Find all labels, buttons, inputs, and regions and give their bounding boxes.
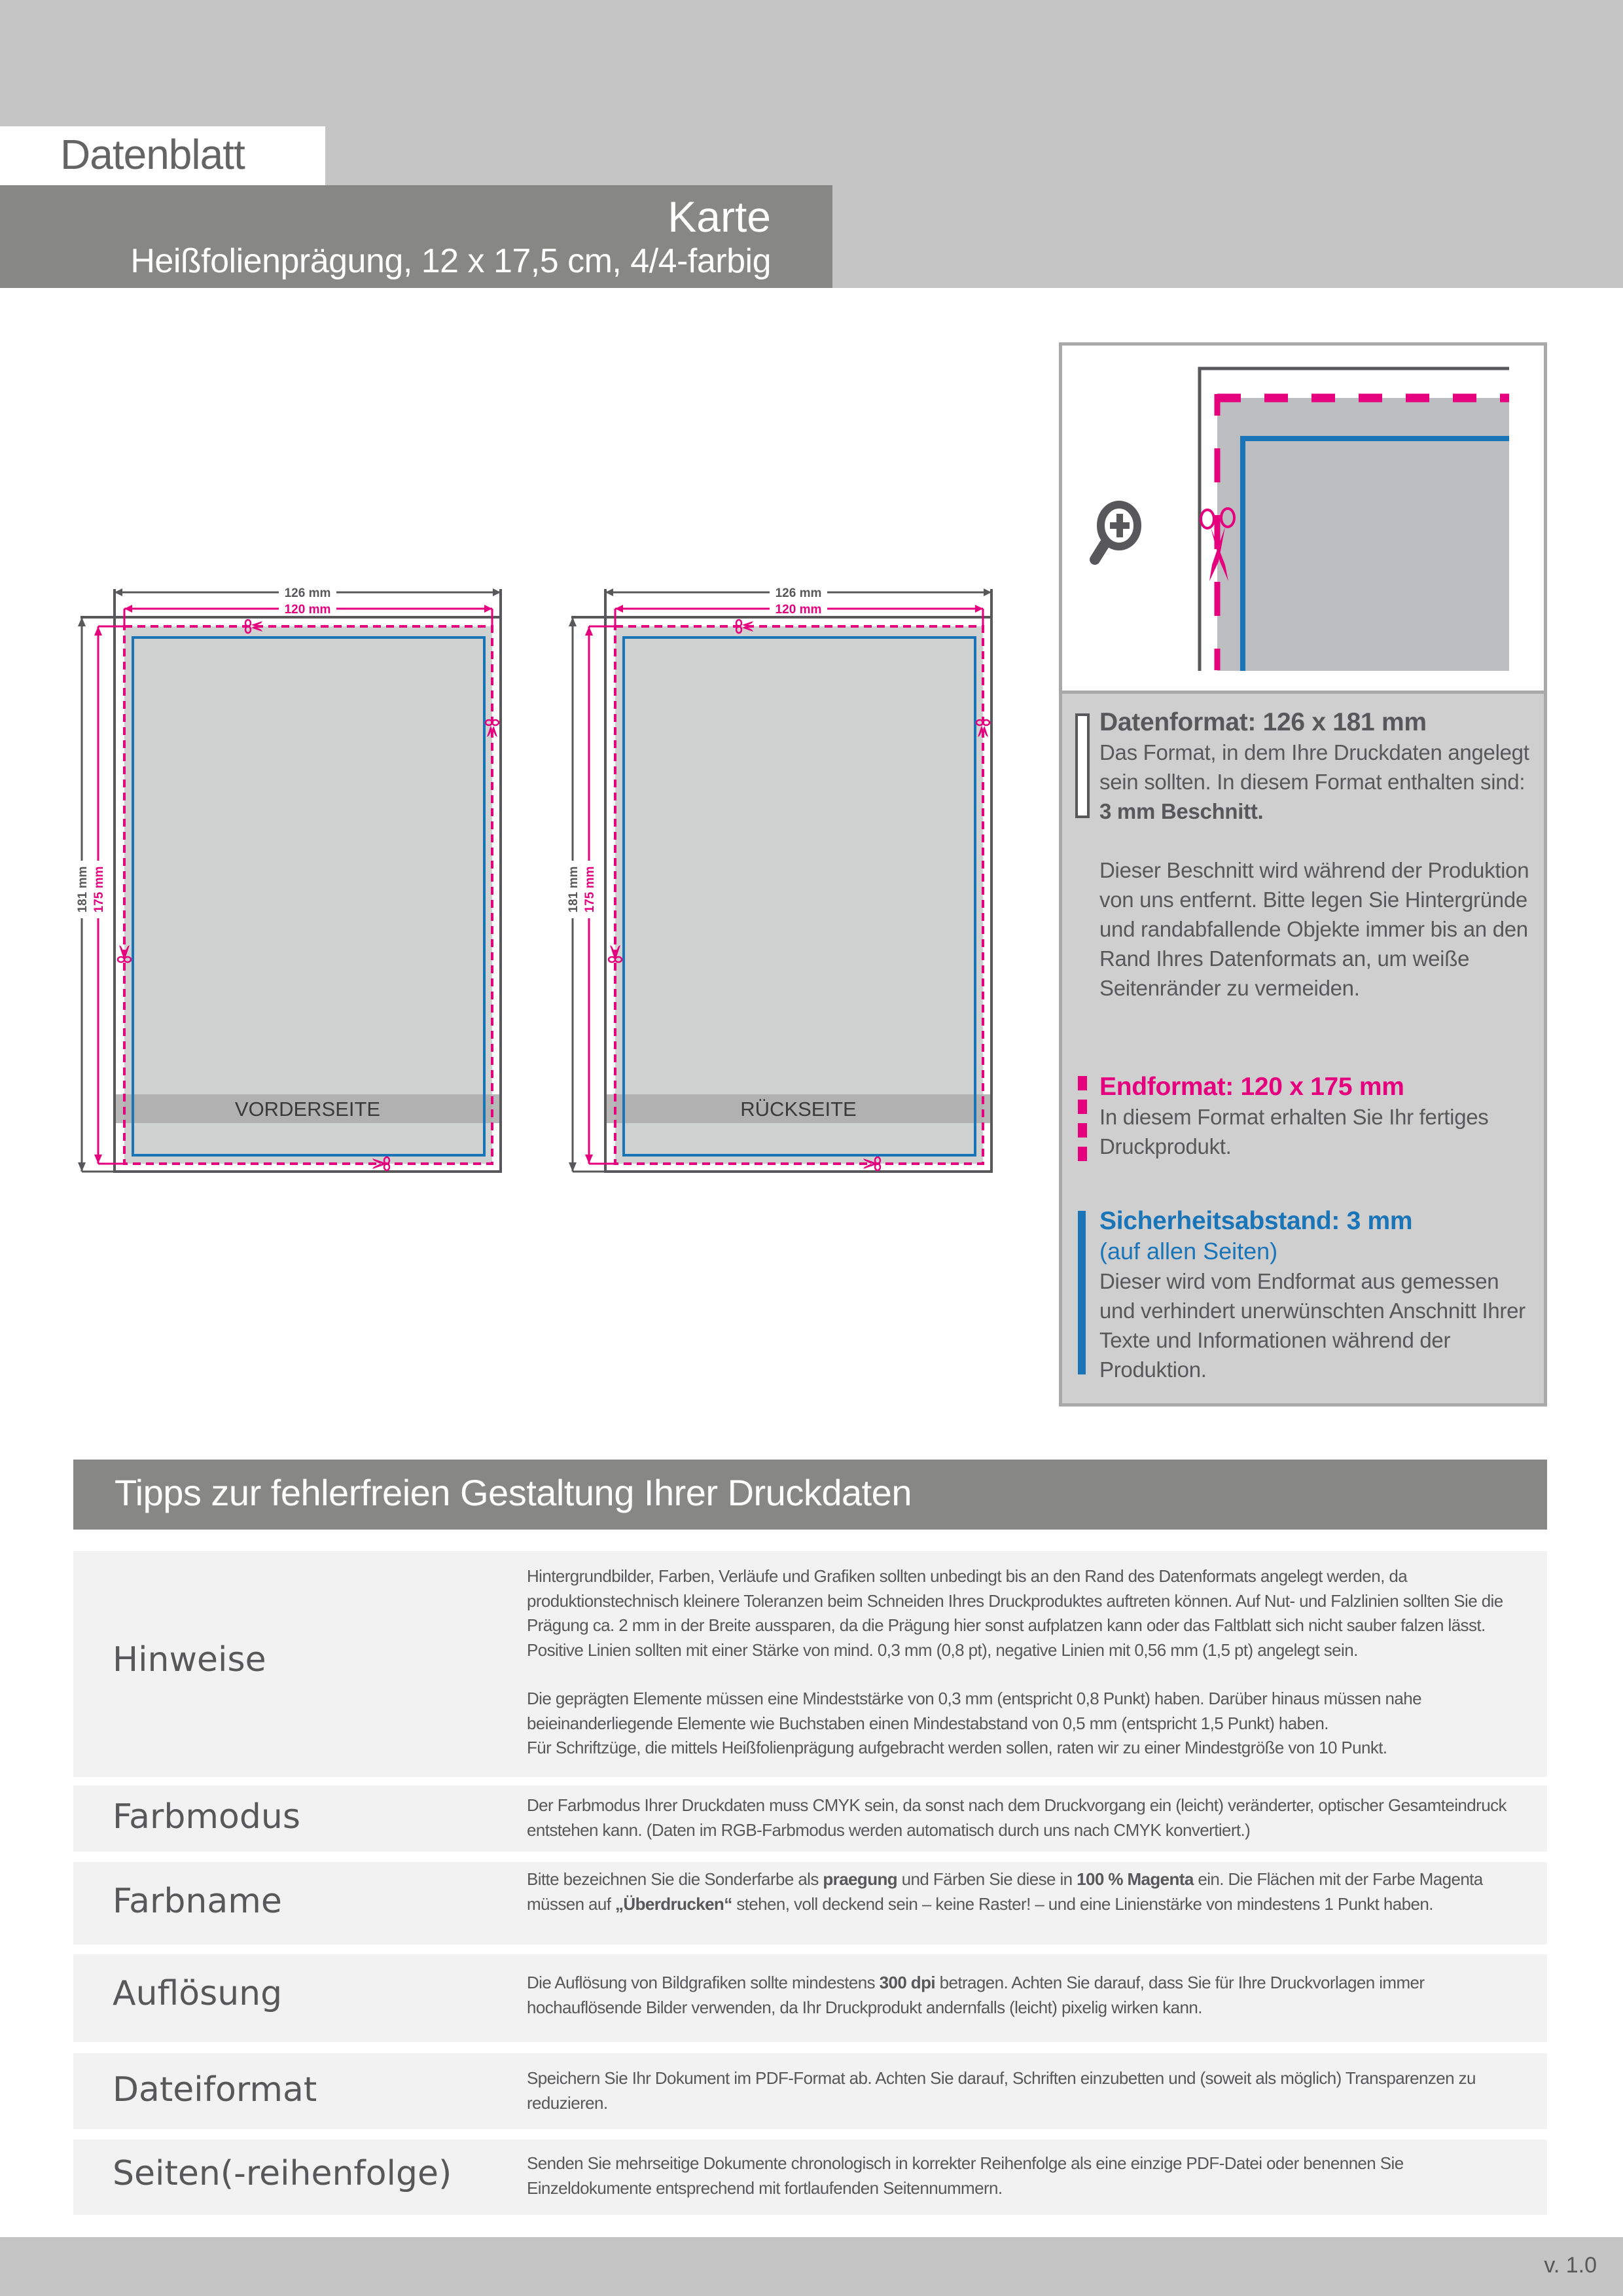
final-format-text: In diesem Format erhalten Sie Ihr fertiges Druckprodukt. <box>1099 1105 1489 1158</box>
version-label: v. 1.0 <box>1544 2253 1597 2278</box>
tip-row-farbmodus <box>73 1785 1547 1852</box>
footer-bar <box>0 2237 1623 2296</box>
tip-text: Die Auflösung von Bildgrafiken sollte mindestens 300 dpi betragen. Achten Sie darauf, dass Sie für Ihre Druckvorlagen immer hochauflösende Bilder verwenden, da Ihr Druckprodukt andernfalls (leicht) pixelig wirken kann. <box>527 1973 1425 2017</box>
tip-label: Farbmodus <box>113 1797 300 1837</box>
final-format-title: Endformat: 120 x 175 mm <box>1099 1073 1404 1101</box>
data-format-text: Das Format, in dem Ihre Druckdaten angelegt sein sollten. In diesem Format enthalten sind: 3 mm Beschnitt. <box>1099 740 1529 823</box>
zoom-in-icon <box>1095 505 1137 560</box>
data-format-section <box>1099 708 1531 1003</box>
height-final-label: 175 mm <box>583 866 597 913</box>
data-format-text-2: Dieser Beschnitt wird während der Produktion von uns entfernt. Bitte legen Sie Hintergründe und randabfallende Objekte immer bis an den Rand Ihres Datenformats an, um weiße Seitenränder zu vermeiden. <box>1099 858 1529 1000</box>
title-bar <box>0 185 832 288</box>
tips-heading: Tipps zur fehlerfreien Gestaltung Ihrer Druckdaten <box>115 1472 912 1513</box>
corner-detail-illustration <box>1062 346 1544 694</box>
width-data-label: 126 mm <box>284 586 331 600</box>
safety-margin-subtitle: (auf allen Seiten) <box>1099 1238 1278 1265</box>
card-fill <box>615 626 983 1164</box>
safety-margin-section <box>1099 1206 1531 1384</box>
tips-heading-bar <box>73 1460 1547 1530</box>
tip-label: Auflösung <box>113 1974 283 2013</box>
tip-text: Der Farbmodus Ihrer Druckdaten muss CMYK sein, da sonst nach dem Druckvorgang ein (leicht) veränderter, optischer Gesamteindruck entstehen kann. (Daten im RGB-Farbmodus werden automatisch durch uns nach CMYK konvertiert.) <box>527 1795 1507 1840</box>
tip-text: Bitte bezeichnen Sie die Sonderfarbe als praegung und Färben Sie diese in 100 % Magenta ein. Die Flächen mit der Farbe Magenta müssen auf „Überdrucken“ stehen, voll deckend sein – keine Raster! – und eine Linienstärke von mindestens 1 Punkt haben. <box>527 1869 1483 1914</box>
datasheet-label: Datenblatt <box>60 131 245 178</box>
safety-margin-text: Dieser wird vom Endformat aus gemessen und verhindert unerwünschten Anschnitt Ihrer Texte und Informationen während der Produktion. <box>1099 1269 1525 1382</box>
tip-label: Hinweise <box>113 1640 266 1679</box>
tip-text: Senden Sie mehrseitige Dokumente chronologisch in korrekter Reihenfolge als eine einzige PDF-Datei oder benennen Sie Einzeldokumente entsprechend mit fortlaufenden Seitennummern. <box>527 2153 1404 2198</box>
width-final-label: 120 mm <box>775 603 822 617</box>
tip-label: Seiten(-reihenfolge) <box>113 2154 452 2193</box>
final-format-section <box>1099 1072 1531 1161</box>
side-label: VORDERSEITE <box>234 1098 381 1121</box>
card-back-diagram <box>560 569 1011 1198</box>
height-data-label: 181 mm <box>76 866 90 913</box>
width-data-label: 126 mm <box>775 586 822 600</box>
card-front-diagram <box>69 569 520 1198</box>
product-subtitle: Heißfolienprägung, 12 x 17,5 cm, 4/4-farbig <box>130 242 771 280</box>
height-final-label: 175 mm <box>92 866 106 913</box>
info-panel <box>1059 342 1547 1407</box>
tip-label: Dateiformat <box>113 2070 317 2109</box>
final-format-marker <box>1078 1076 1087 1161</box>
safety-margin-title: Sicherheitsabstand: 3 mm <box>1099 1207 1413 1235</box>
tip-text: Speichern Sie Ihr Dokument im PDF-Format ab. Achten Sie darauf, Schriften einzubetten und (soweit als möglich) Transparenzen zu reduzieren. <box>527 2068 1476 2113</box>
tip-row-seiten <box>73 2140 1547 2215</box>
tip-text: Hintergrundbilder, Farben, Verläufe und Grafiken sollten unbedingt bis an den Rand des Datenformats angelegt werden, da produktionstechnisch kleinere Toleranzen beim Schneiden Ihres Druckproduktes auftreten können. Auf Nut- und Falzlinien sollten Sie die Prägung ca. 2 mm in der Breite aussparen, da die Prägung hier sonst aufplatzen kann oder das Faltblatt sich nicht sauber falzen lässt. Positive Linien sollten mit einer Stärke von mind. 0,3 mm (0,8 pt), negative Linien mit 0,56 mm (1,5 pt) angelegt sein. Die geprägten Elemente müssen eine Mindeststärke von 0,3 mm (entspricht 0,8 Punkt) haben. Darüber hinaus müssen nahe beieinanderliegende Elemente wie Buchstaben einen Mindestabstand von 0,5 mm (entspricht 1,5 Punkt) haben. Für Schriftzüge, die mittels Heißfolienprägung aufgebracht werden sollen, raten wir zu einer Mindestgröße von 10 Punkt. <box>527 1566 1503 1757</box>
safety-margin-marker <box>1078 1211 1086 1374</box>
data-format-title: Datenformat: 126 x 181 mm <box>1099 708 1427 736</box>
height-data-label: 181 mm <box>567 866 580 913</box>
tip-row-dateiformat <box>73 2053 1547 2129</box>
datasheet-tab <box>0 126 325 185</box>
width-final-label: 120 mm <box>284 603 331 617</box>
data-format-marker <box>1075 713 1090 818</box>
side-label: RÜCKSEITE <box>740 1098 857 1121</box>
tip-row-aufloesung <box>73 1954 1547 2042</box>
product-title: Karte <box>668 192 771 241</box>
tip-row-hinweise <box>73 1551 1547 1777</box>
tip-row-farbname <box>73 1862 1547 1945</box>
tip-label: Farbname <box>113 1882 282 1921</box>
card-fill <box>124 626 492 1164</box>
